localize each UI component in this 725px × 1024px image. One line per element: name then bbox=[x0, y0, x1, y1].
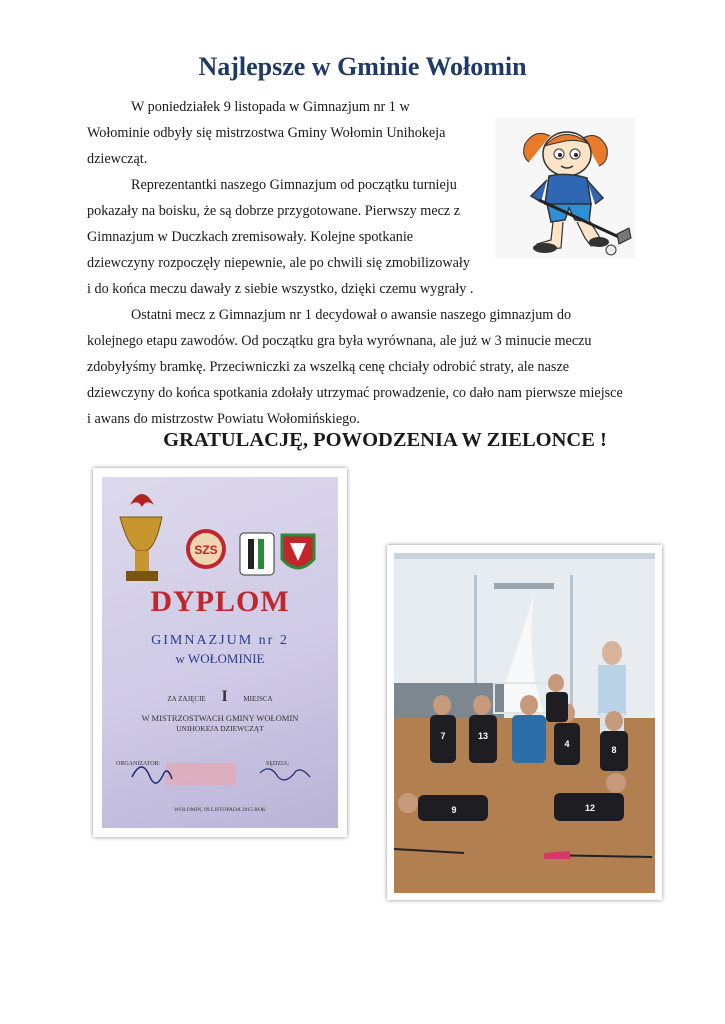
jersey-number: 4 bbox=[564, 739, 570, 749]
paragraph-line: Ostatni mecz z Gimnazjum nr 1 decydował o awansie naszego gimnazjum do bbox=[131, 307, 572, 323]
diploma-heading: DYPLOM bbox=[150, 585, 290, 618]
team-photo bbox=[387, 545, 662, 900]
szs-logo-text: SZS bbox=[194, 543, 218, 557]
paragraph-line: dziewczyny rozpoczęły niepewnie, ale po chwili się zmobilizowały bbox=[87, 255, 470, 271]
team-photo-scene bbox=[394, 553, 655, 893]
jersey-number: 12 bbox=[584, 803, 596, 813]
paragraph-line: Reprezentantki naszego Gimnazjum od początku turnieju bbox=[131, 177, 457, 193]
paragraph-line: dziewczyny do końca spotkania zdołały utrzymać prowadzenie, co dało nam pierwsze miejsce bbox=[87, 385, 623, 401]
jersey-number: 8 bbox=[611, 745, 617, 755]
floorball-girl-illustration bbox=[495, 118, 635, 258]
paragraph-line: Gimnazjum w Duczkach zremisowały. Kolejne spotkanie bbox=[87, 229, 414, 245]
article-title: Najlepsze w Gminie Wołomin bbox=[198, 52, 527, 81]
closing-banner: GRATULACJĘ, POWODZENIA W ZIELONCE ! bbox=[163, 429, 607, 451]
team-photo-image bbox=[394, 553, 655, 893]
diploma-signatures bbox=[102, 477, 338, 828]
diploma-town: w WOŁOMINIE bbox=[175, 651, 265, 666]
diploma-event-line2: UNIHOKEJA DZIEWCZĄT bbox=[176, 724, 264, 733]
paragraph-line: W poniedziałek 9 listopada w Gimnazjum nr 1 w bbox=[131, 99, 410, 115]
paragraph-line: dziewcząt. bbox=[87, 151, 148, 167]
diploma-place-prefix: ZA ZAJĘCIE bbox=[167, 695, 206, 703]
diploma-judge-label: SĘDZIA: bbox=[266, 761, 289, 767]
paragraph-line: kolejnego etapu zawodów. Od początku gra była wyrównana, ale już w 3 minucie meczu bbox=[87, 333, 592, 349]
diploma-organizer-label: ORGANIZATOR: bbox=[116, 761, 161, 767]
jersey-number: 7 bbox=[440, 731, 446, 741]
diploma-place-suffix: MIEJSCA bbox=[243, 695, 273, 703]
paragraph-line: zdobyłyśmy bramkę. Przeciwniczki za wszelką cenę chciały odrobić straty, ale nasze bbox=[87, 359, 570, 375]
paragraph-line: pokazały na boisku, że są dobrze przygotowane. Pierwszy mecz z bbox=[87, 203, 461, 219]
diploma bbox=[102, 477, 338, 828]
diploma-place-value: I bbox=[221, 688, 228, 705]
paragraph-line: i awans do mistrzostw Powiatu Wołomińskiego. bbox=[87, 411, 360, 427]
jersey-number: 13 bbox=[477, 731, 489, 741]
floorball-girl-clipart bbox=[495, 118, 635, 258]
diploma-photo bbox=[93, 468, 347, 837]
diploma-event-line1: W MISTRZOSTWACH GMINY WOŁOMIN bbox=[141, 713, 299, 723]
jersey-number: 9 bbox=[451, 805, 457, 815]
paragraph-line: Wołominie odbyły się mistrzostwa Gminy Wołomin Unihokeja bbox=[87, 125, 446, 141]
paragraph-line: i do końca meczu dawały z siebie wszystko, dzięki czemu wygrały . bbox=[87, 281, 474, 297]
diploma-footer: WOŁOMIN, 09 LISTOPADA 2015 ROK bbox=[174, 807, 266, 813]
diploma-school: GIMNAZJUM nr 2 bbox=[151, 633, 289, 648]
